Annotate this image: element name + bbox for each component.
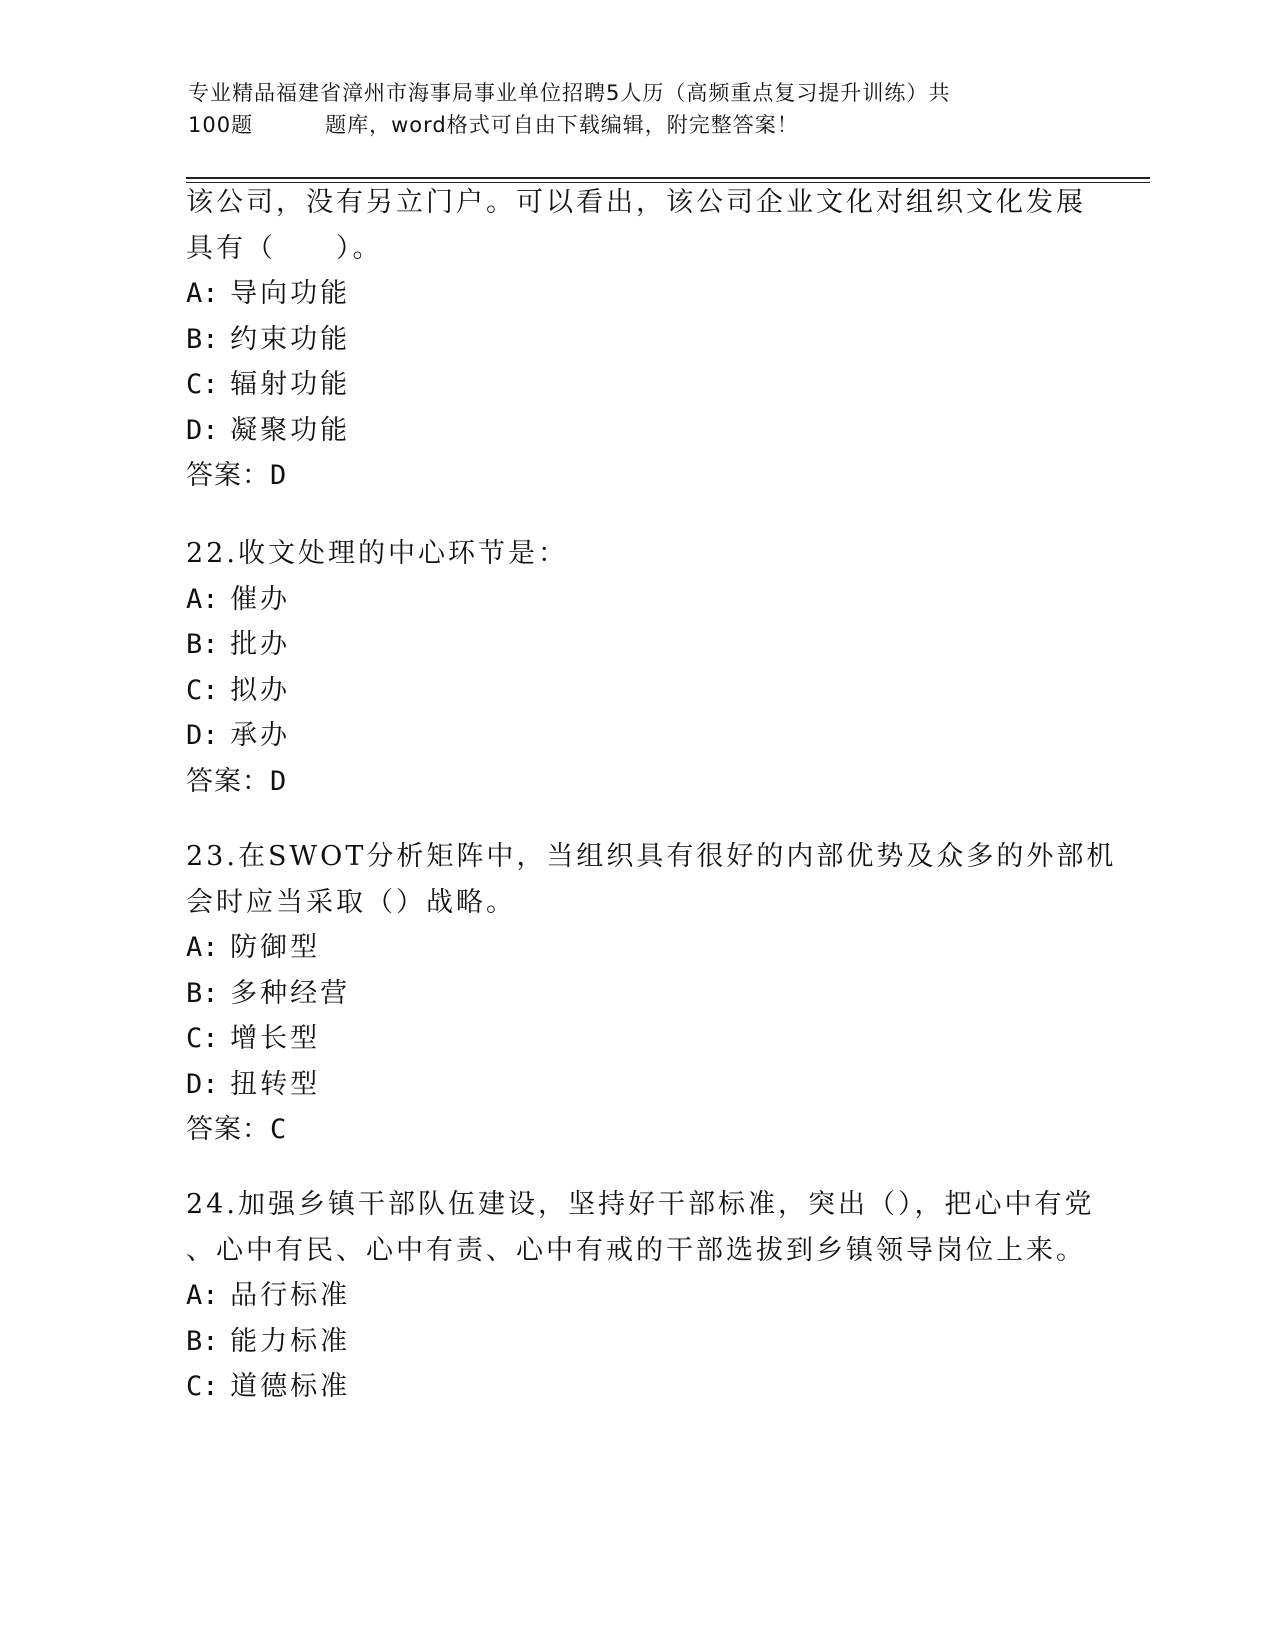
answer-line: 答案：D <box>186 460 288 491</box>
option-a: A: 防御型 <box>186 932 321 963</box>
question-text-line: 23.在SWOT分析矩阵中，当组织具有很好的内部优势及众多的外部机 <box>186 841 1117 872</box>
question-text-line: 22.收文处理的中心环节是： <box>186 538 568 569</box>
option-d: D: 承办 <box>186 720 291 751</box>
option-b: B: 能力标准 <box>186 1325 351 1357</box>
answer-line: 答案：C <box>186 1114 288 1145</box>
question-text-line: 24.加强乡镇干部队伍建设，坚持好干部标准，突出（），把心中有党 <box>186 1189 1095 1220</box>
question-22 <box>186 531 1086 804</box>
option-c: C: 辐射功能 <box>186 369 351 400</box>
option-d: D: 凝聚功能 <box>186 414 351 446</box>
option-b: B: 多种经营 <box>186 977 351 1009</box>
header-description: 题库，word格式可自由下载编辑，附完整答案！ <box>325 113 799 137</box>
option-b: B: 批办 <box>186 629 291 660</box>
question-21-continuation <box>186 180 1086 499</box>
question-text-line: 具有（ ）。 <box>186 232 383 264</box>
question-24 <box>186 1182 1095 1410</box>
option-c: C: 增长型 <box>186 1023 321 1054</box>
header-divider-thick <box>186 177 1150 179</box>
question-text-line: 该公司，没有另立门户。可以看出，该公司企业文化对组织文化发展 <box>186 187 1086 218</box>
question-23 <box>186 834 1117 1153</box>
header-count: 100题 <box>188 113 254 137</box>
option-a: A: 导向功能 <box>186 278 351 309</box>
option-d: D: 扭转型 <box>186 1068 321 1100</box>
option-b: B: 约束功能 <box>186 323 351 355</box>
question-text-line: 会时应当采取（）战略。 <box>186 886 516 918</box>
option-c: C: 道德标准 <box>186 1371 351 1402</box>
option-a: A: 品行标准 <box>186 1280 351 1311</box>
option-c: C: 拟办 <box>186 674 291 706</box>
header-title-line-1: 专业精品福建省漳州市海事局事业单位招聘5人历（高频重点复习提升训练）共 <box>188 81 951 105</box>
question-text-line: 、心中有民、心中有责、心中有戒的干部选拔到乡镇领导岗位上来。 <box>186 1234 1086 1266</box>
header-title-line-2 <box>188 109 1068 139</box>
option-a: A: 催办 <box>186 583 291 615</box>
answer-line: 答案：D <box>186 765 288 797</box>
